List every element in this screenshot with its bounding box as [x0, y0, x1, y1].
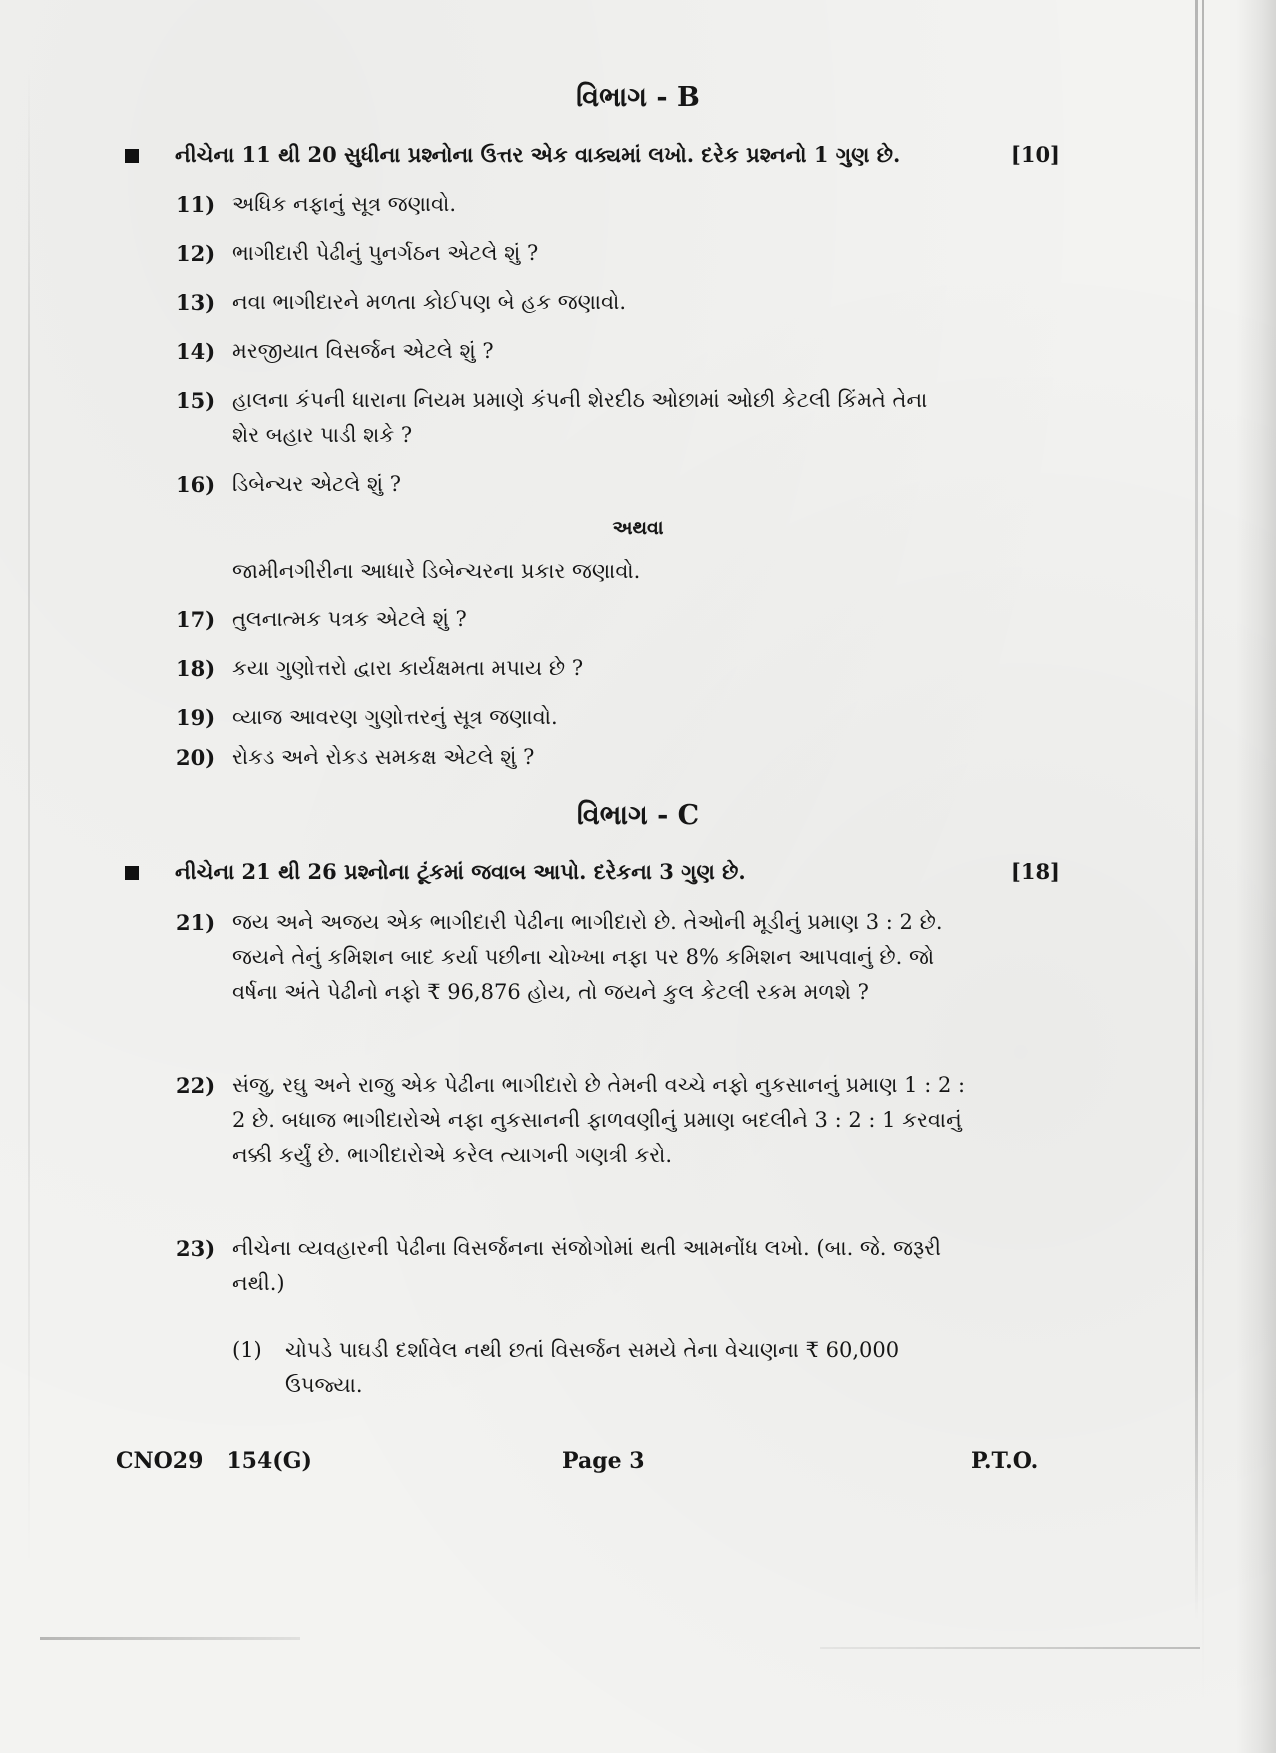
question-text: ભાગીદારી પેઢીનું પુનર્ગઠન એટલે શું ? — [232, 241, 539, 265]
question-17 — [176, 602, 956, 637]
question-text: ડિબેન્ચર એટલે શું ? — [232, 472, 402, 496]
question-text: તુલનાત્મક પત્રક એટલે શું ? — [232, 607, 467, 631]
section-c-title: વિભાગ - C — [576, 800, 700, 831]
page-edge-line-2 — [1202, 0, 1204, 1700]
question-14 — [176, 334, 956, 369]
question-22 — [176, 1068, 966, 1173]
scan-bottom-mark — [40, 1637, 300, 1640]
question-12 — [176, 236, 956, 271]
question-20 — [176, 740, 956, 775]
question-19 — [176, 700, 956, 735]
question-23-sub-item-1 — [232, 1333, 962, 1403]
question-11 — [176, 187, 956, 222]
question-number: 16) — [176, 472, 216, 497]
page-edge-shadow — [1236, 0, 1276, 1753]
question-13 — [176, 285, 956, 320]
question-number: 23) — [176, 1236, 216, 1261]
bullet-square-icon — [125, 149, 139, 163]
question-number: 21) — [176, 910, 216, 935]
question-number: 11) — [176, 192, 216, 217]
paper-code: CNO29 154(G) — [116, 1448, 312, 1474]
section-b-title: વિભાગ - B — [576, 82, 700, 113]
question-number: 17) — [176, 607, 216, 632]
section-b-instruction-text: નીચેના 11 થી 20 સુધીના પ્રશ્નોના ઉત્તર એક વાક્યમાં લખો. દરેક પ્રશ્નનો 1 ગુણ છે. — [175, 142, 901, 167]
question-text: નવા ભાગીદારને મળતા કોઈપણ બે હક જણાવો. — [232, 290, 627, 314]
question-number: 13) — [176, 290, 216, 315]
question-16-alternative: જામીનગીરીના આધારે ડિબેન્ચરના પ્રકાર જણાવો. — [232, 559, 641, 583]
section-b-marks: [10] — [1010, 142, 1060, 167]
question-18 — [176, 651, 956, 686]
sub-item-number: (1) — [232, 1338, 262, 1362]
question-number: 14) — [176, 339, 216, 364]
page-number: Page 3 — [562, 1448, 645, 1474]
bullet-square-icon — [125, 866, 139, 880]
question-text: જય અને અજય એક ભાગીદારી પેઢીના ભાગીદારો છે. તેઓની મૂડીનું પ્રમાણ 3 : 2 છે. જયને તેનું કમિશન બાદ કર્યા પછીના ચોખ્ખા નફા પર 8% કમિશન આપવાનું છે. જો વર્ષના અંતે પેઢીનો નફો ₹ 96,876 હોય, તો જયને કુલ કેટલી રકમ મળશે ? — [232, 910, 943, 1004]
question-number: 22) — [176, 1073, 216, 1098]
pto-label: P.T.O. — [971, 1448, 1039, 1474]
sub-item-text: ચોપડે પાઘડી દર્શાવેલ નથી છતાં વિસર્જન સમયે તેના વેચાણના ₹ 60,000 ઉપજ્યા. — [285, 1338, 900, 1397]
question-15 — [176, 383, 956, 453]
or-label: અથવા — [612, 517, 664, 539]
question-text: નીચેના વ્યવહારની પેઢીના વિસર્જનના સંજોગોમાં થતી આમનોંધ લખો. (બા. જે. જરૂરી નથી.) — [232, 1236, 942, 1295]
question-23 — [176, 1231, 956, 1301]
question-text: વ્યાજ આવરણ ગુણોત્તરનું સૂત્ર જણાવો. — [232, 705, 558, 729]
question-text: સંજુ, રઘુ અને રાજુ એક પેઢીના ભાગીદારો છે તેમની વચ્ચે નફો નુકસાનનું પ્રમાણ 1 : 2 : 2 છે. બધાજ ભાગીદારોએ નફા નુકસાનની ફાળવણીનું પ્રમાણ બદલીને 3 : 2 : 1 કરવાનું નક્કી કર્યું છે. ભાગીદારોએ કરેલ ત્યાગની ગણત્રી કરો. — [232, 1073, 966, 1167]
question-16 — [176, 467, 956, 502]
question-number: 12) — [176, 241, 216, 266]
question-text: રોકડ અને રોકડ સમકક્ષ એટલે શું ? — [232, 745, 535, 769]
question-text: હાલના કંપની ધારાના નિયમ પ્રમાણે કંપની શેરદીઠ ઓછામાં ઓછી કેટલી કિંમતે તેના શેર બહાર પાડી શકે ? — [232, 388, 928, 447]
section-c-marks: [18] — [1010, 859, 1060, 884]
scan-bottom-mark-2 — [820, 1647, 1200, 1649]
question-21 — [176, 905, 966, 1010]
question-text: કયા ગુણોત્તરો દ્વારા કાર્યક્ષમતા મપાય છે ? — [232, 656, 584, 680]
question-number: 15) — [176, 388, 216, 413]
question-text: મરજીયાત વિસર્જન એટલે શું ? — [232, 339, 494, 363]
question-number: 18) — [176, 656, 216, 681]
question-text: અધિક નફાનું સૂત્ર જણાવો. — [232, 192, 457, 216]
question-number: 20) — [176, 745, 216, 770]
section-c-instruction-text: નીચેના 21 થી 26 પ્રશ્નોના ટૂંકમાં જવાબ આપો. દરેકના 3 ગુણ છે. — [175, 859, 746, 884]
question-number: 19) — [176, 705, 216, 730]
